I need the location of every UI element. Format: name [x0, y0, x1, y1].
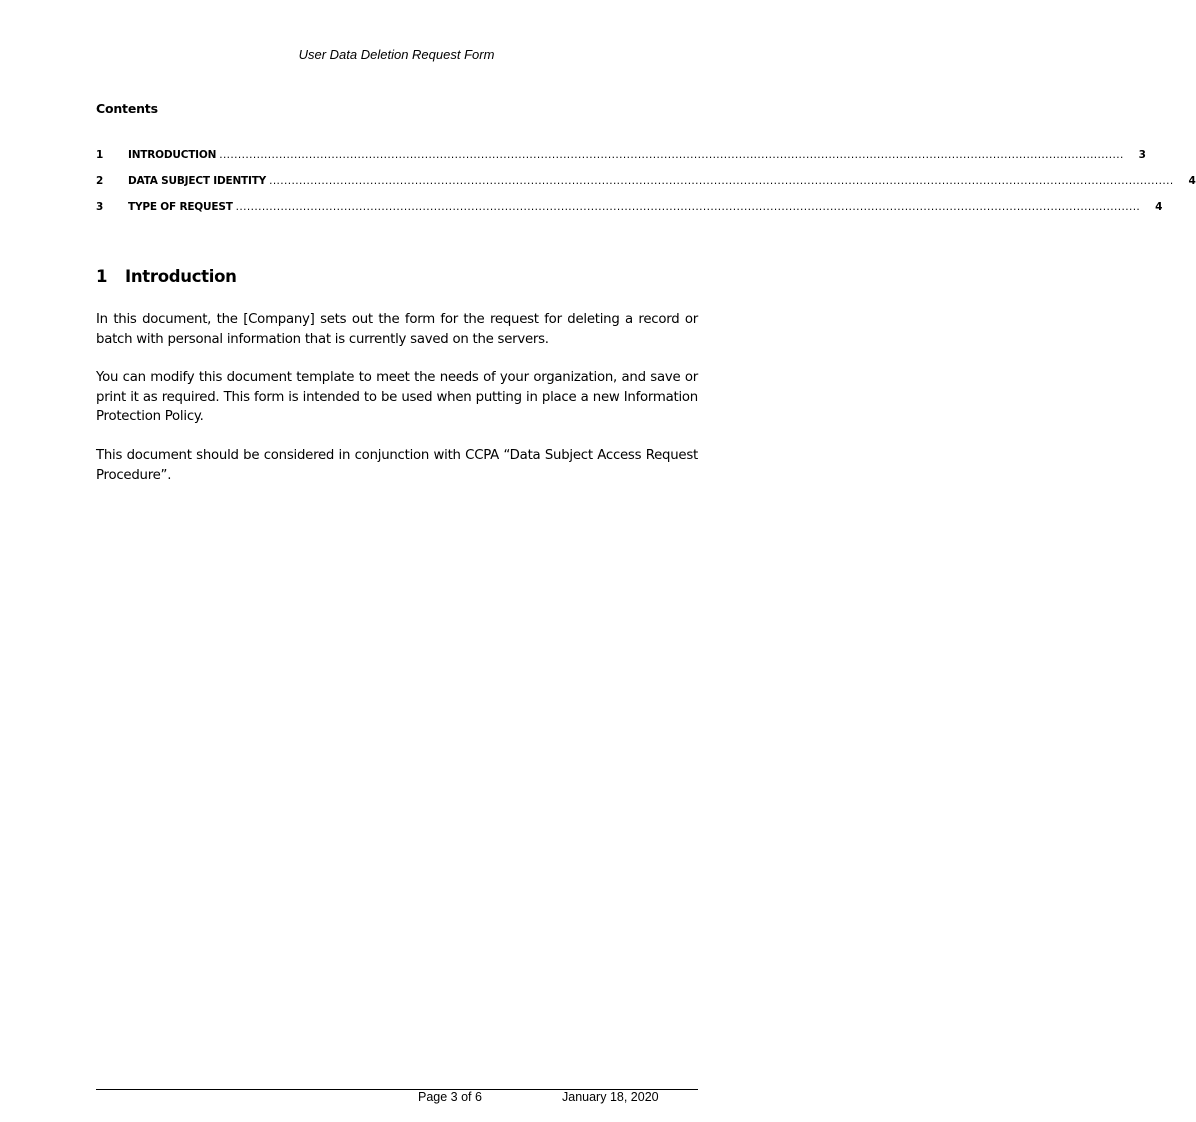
toc-entry-label: TYPE OF REQUEST: [128, 201, 233, 213]
toc-dot-leader: ..................................................................................................................................................................................................................................................: [219, 149, 1124, 161]
toc-entry-page: 3: [1138, 149, 1146, 161]
toc-entry-type-of-request[interactable]: [96, 201, 1163, 227]
toc-entry-data-subject-identity[interactable]: [96, 175, 1196, 201]
toc-dot-leader: ..................................................................................................................................................................................................................................................: [269, 175, 1174, 187]
toc-entry-label: DATA SUBJECT IDENTITY: [128, 175, 267, 187]
toc-entry-number: 3: [96, 201, 104, 213]
toc-entry-page: 4: [1188, 175, 1196, 187]
body-paragraph: In this document, the [Company] sets out the form for the request for deleting a record or batch with personal information that is currently saved on the servers.: [96, 312, 698, 347]
section-number: 1: [96, 267, 108, 286]
toc-title: Contents: [96, 101, 158, 116]
toc-entry-number: 2: [96, 175, 104, 187]
section-title: Introduction: [125, 267, 237, 286]
toc-dot-leader: ..................................................................................................................................................................................................................................................: [235, 201, 1141, 213]
toc-entry-introduction[interactable]: [96, 149, 1146, 175]
body-paragraph: You can modify this document template to meet the needs of your organization, and save or print it as required. This form is intended to be used when putting in place a new Information Protection Policy.: [96, 370, 698, 424]
footer-page-number: Page 3 of 6: [418, 1090, 482, 1104]
body-paragraph: This document should be considered in conjunction with CCPA “Data Subject Access Request Procedure”.: [96, 448, 698, 483]
toc-entry-label: INTRODUCTION: [128, 149, 217, 161]
toc-entry-number: 1: [96, 149, 104, 161]
page-header-title: User Data Deletion Request Form: [298, 47, 495, 62]
toc-entry-page: 4: [1155, 201, 1163, 213]
section-heading-introduction: [96, 267, 237, 286]
table-of-contents: [96, 149, 1196, 227]
footer-date: January 18, 2020: [562, 1090, 659, 1104]
